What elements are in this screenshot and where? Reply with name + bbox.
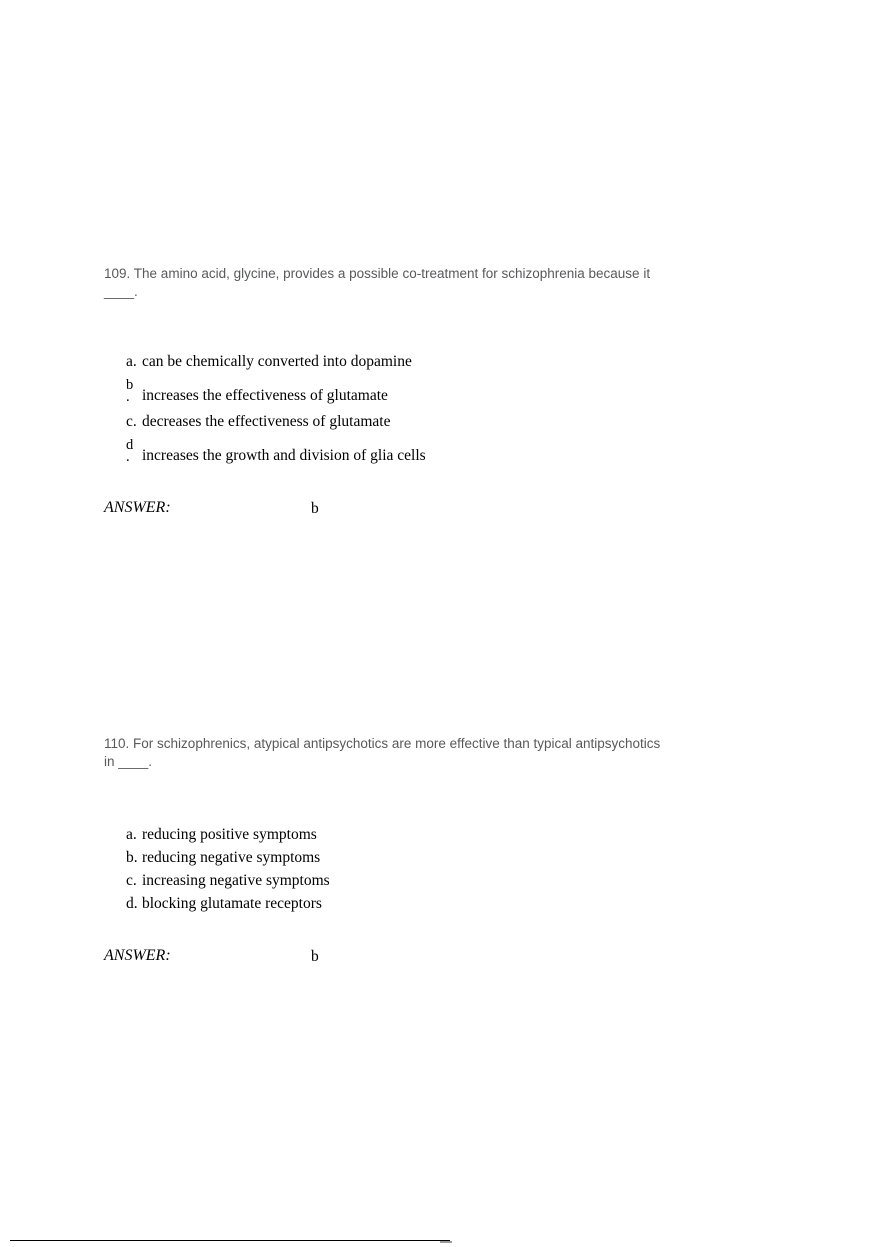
choice-letter	[126, 437, 138, 465]
choice-a[interactable]	[126, 353, 704, 375]
answer-value: b	[311, 948, 319, 965]
question-block	[104, 265, 704, 521]
question-stem	[104, 265, 664, 301]
choice-letter: c.	[126, 413, 137, 430]
choice-a[interactable]	[126, 826, 704, 848]
choice-letter: a.	[126, 826, 137, 843]
answer-label: ANSWER:	[104, 499, 171, 516]
choice-c[interactable]	[126, 872, 704, 894]
choice-letter: d.	[126, 895, 138, 912]
choice-list	[126, 826, 704, 917]
choice-text: blocking glutamate receptors	[142, 895, 322, 912]
choice-text: reducing negative symptoms	[142, 849, 321, 866]
choice-b[interactable]	[126, 849, 704, 871]
footer-divider	[10, 1240, 450, 1241]
choice-text: increasing negative symptoms	[142, 872, 330, 889]
choice-letter: c.	[126, 872, 137, 889]
question-text: For schizophrenics, atypical antipsychotics are more effective than typical antipsychotics in ____.	[104, 736, 661, 769]
question-text: The amino acid, glycine, provides a possible co-treatment for schizophrenia because it ____.	[104, 266, 651, 299]
choice-text: increases the growth and division of glia cells	[142, 447, 426, 464]
choice-c[interactable]	[126, 413, 704, 435]
choice-letter: a.	[126, 353, 137, 370]
question-stem	[104, 735, 664, 771]
choice-b[interactable]	[126, 377, 704, 405]
choice-list	[126, 353, 704, 465]
choice-letter-glyph: b	[126, 377, 134, 393]
choice-text: reducing positive symptoms	[142, 826, 317, 843]
answer-label: ANSWER:	[104, 947, 171, 964]
answer-row	[104, 947, 704, 969]
choice-letter-glyph: d	[126, 437, 134, 453]
choice-text: can be chemically converted into dopamine	[142, 353, 412, 370]
question-block	[104, 735, 704, 969]
question-number: 109.	[104, 266, 131, 281]
choice-text: increases the effectiveness of glutamate	[142, 387, 388, 404]
choice-letter: b.	[126, 849, 138, 866]
answer-row	[104, 499, 704, 521]
choice-text: decreases the effectiveness of glutamate	[142, 413, 391, 430]
choice-letter	[126, 377, 138, 405]
choice-letter-period: .	[126, 449, 130, 465]
footer-tick-mark	[440, 1241, 452, 1243]
answer-value: b	[311, 500, 319, 517]
choice-letter-period: .	[126, 389, 130, 405]
choice-d[interactable]	[126, 437, 704, 465]
question-number: 110.	[104, 736, 130, 751]
choice-d[interactable]	[126, 895, 704, 917]
